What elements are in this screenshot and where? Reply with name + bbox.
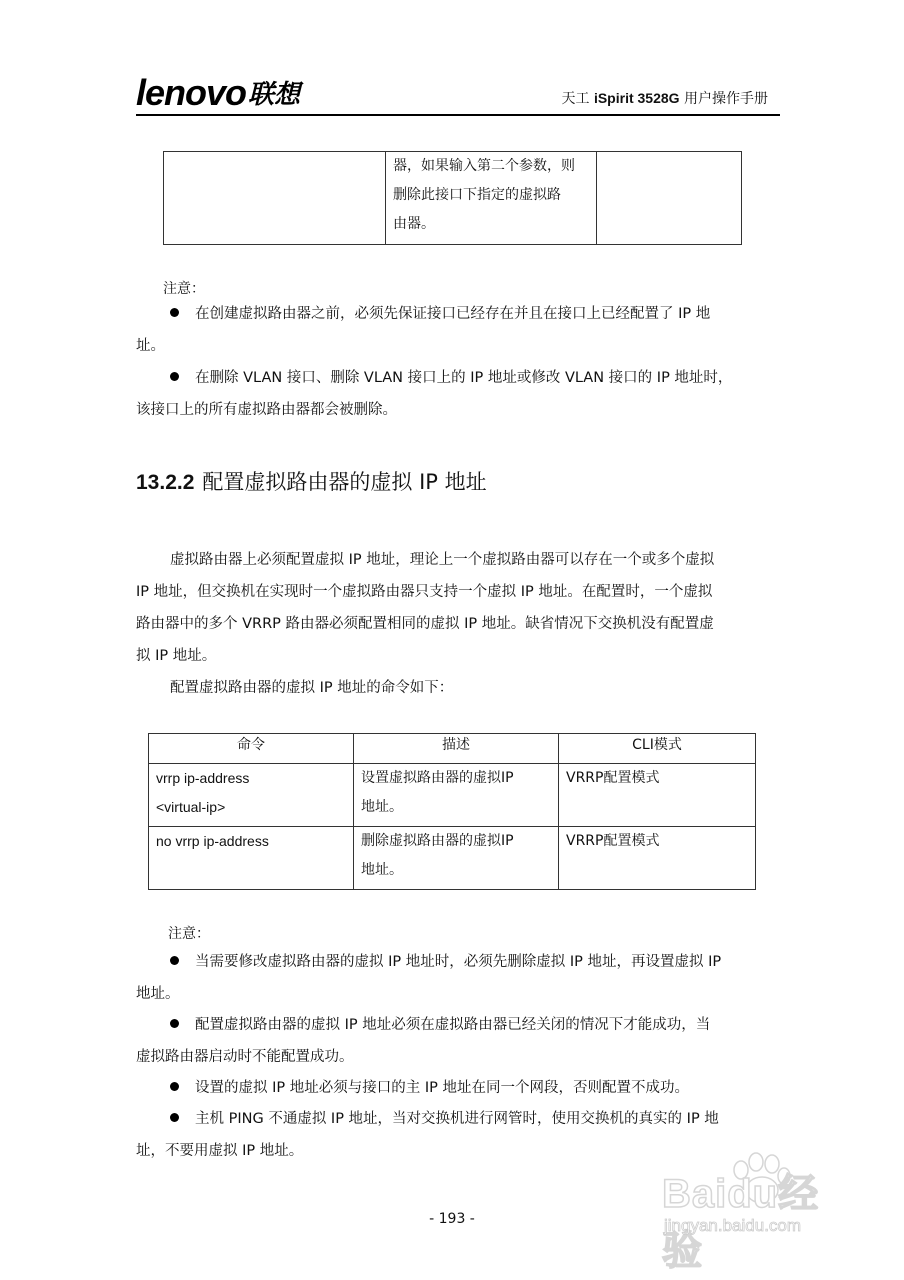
title-product: iSpirit 3528G (593, 90, 680, 106)
continued-cell-command (164, 152, 386, 245)
header-divider (136, 114, 780, 116)
note-item (136, 362, 768, 426)
note-item (136, 1009, 768, 1073)
note-text: 在删除 VLAN 接口、删除 VLAN 接口上的 IP 地址或修改 VLAN 接口的 IP 地址时， (195, 370, 733, 386)
intro-line: 配置虚拟路由器的虚拟 IP 地址的命令如下： (170, 680, 454, 696)
note-text: 当需要修改虚拟路由器的虚拟 IP 地址时，必须先删除虚拟 IP 地址，再设置虚拟 IP (195, 954, 722, 970)
table-header: 命令 (149, 734, 354, 764)
bullet-icon (170, 1019, 179, 1028)
bullet-icon (170, 1082, 179, 1091)
note-item (136, 298, 768, 362)
note-text-continued: 址，不要用虚拟 IP 地址。 (136, 1143, 304, 1159)
section-heading (136, 466, 487, 496)
page-number: - 193 - (429, 1211, 475, 1227)
bullet-icon (170, 1113, 179, 1122)
title-prefix: 天工 (561, 91, 594, 107)
bullet-icon (170, 956, 179, 965)
command-line: no vrrp ip-address (156, 833, 269, 849)
note-text-continued: 虚拟路由器启动时不能配置成功。 (136, 1049, 354, 1065)
note-text-continued: 址。 (136, 338, 165, 354)
command-cell (149, 827, 354, 890)
description-line: 删除虚拟路由器的虚拟IP (361, 833, 514, 849)
command-line: vrrp ip-address (156, 770, 250, 786)
note-text-continued: 该接口上的所有虚拟路由器都会被删除。 (136, 402, 397, 418)
note-text: 在创建虚拟路由器之前，必须先保证接口已经存在并且在接口上已经配置了 IP 地 (195, 306, 711, 322)
paragraph-line: 虚拟路由器上必须配置虚拟 IP 地址，理论上一个虚拟路由器可以存在一个或多个虚拟 (170, 552, 715, 568)
logo-latin-text: lenovo (136, 72, 247, 113)
note-text-continued: 地址。 (136, 986, 180, 1002)
body-paragraph (136, 544, 768, 672)
command-table (148, 733, 756, 890)
continued-desc-line: 由器。 (393, 216, 435, 232)
continued-desc-line: 删除此接口下指定的虚拟路 (393, 187, 561, 203)
bullet-icon (170, 308, 179, 317)
paragraph-line: 路由器中的多个 VRRP 路由器必须配置相同的虚拟 IP 地址。缺省情况下交换机没有配置虚 (136, 616, 714, 632)
description-line: 地址。 (361, 862, 403, 878)
section-number: 13.2.2 (136, 471, 195, 494)
continued-cell-description (386, 152, 597, 245)
continued-desc-line: 器，如果输入第二个参数，则 (393, 158, 575, 174)
note-item (136, 1072, 768, 1104)
note-label: 注意： (163, 281, 205, 297)
description-cell (354, 764, 559, 827)
description-line: 设置虚拟路由器的虚拟IP (361, 770, 514, 786)
note-text: 主机 PING 不通虚拟 IP 地址，当对交换机进行网管时，使用交换机的真实的 IP 地 (195, 1111, 719, 1127)
note-text: 配置虚拟路由器的虚拟 IP 地址必须在虚拟路由器已经关闭的情况下才能成功，当 (195, 1017, 711, 1033)
mode-cell: VRRP配置模式 (559, 764, 756, 827)
note-text: 设置的虚拟 IP 地址必须与接口的主 IP 地址在同一个网段，否则配置不成功。 (195, 1080, 689, 1096)
watermark-url: jingyan.baidu.com (664, 1216, 802, 1235)
note-label: 注意： (168, 926, 210, 942)
description-cell (354, 827, 559, 890)
command-cell (149, 764, 354, 827)
lenovo-logo (136, 72, 301, 113)
continued-table (163, 151, 742, 245)
section-title: 配置虚拟路由器的虚拟 IP 地址 (202, 470, 487, 494)
table-header: CLI模式 (559, 734, 756, 764)
table-row (149, 764, 756, 827)
table-row (149, 827, 756, 890)
title-suffix: 用户操作手册 (679, 91, 768, 107)
paragraph-line: IP 地址，但交换机在实现时一个虚拟路由器只支持一个虚拟 IP 地址。在配置时，一个虚拟 (136, 584, 713, 600)
table-header: 描述 (354, 734, 559, 764)
logo-cn-text: 联想 (248, 80, 301, 110)
command-line: <virtual-ip> (156, 799, 226, 815)
manual-title (562, 88, 769, 108)
note-item (136, 946, 768, 1010)
description-line: 地址。 (361, 799, 403, 815)
mode-cell: VRRP配置模式 (559, 827, 756, 890)
continued-cell-mode (597, 152, 742, 245)
paragraph-line: 拟 IP 地址。 (136, 648, 217, 664)
bullet-icon (170, 372, 179, 381)
watermark-brand: Baidu经验 (662, 1172, 820, 1273)
